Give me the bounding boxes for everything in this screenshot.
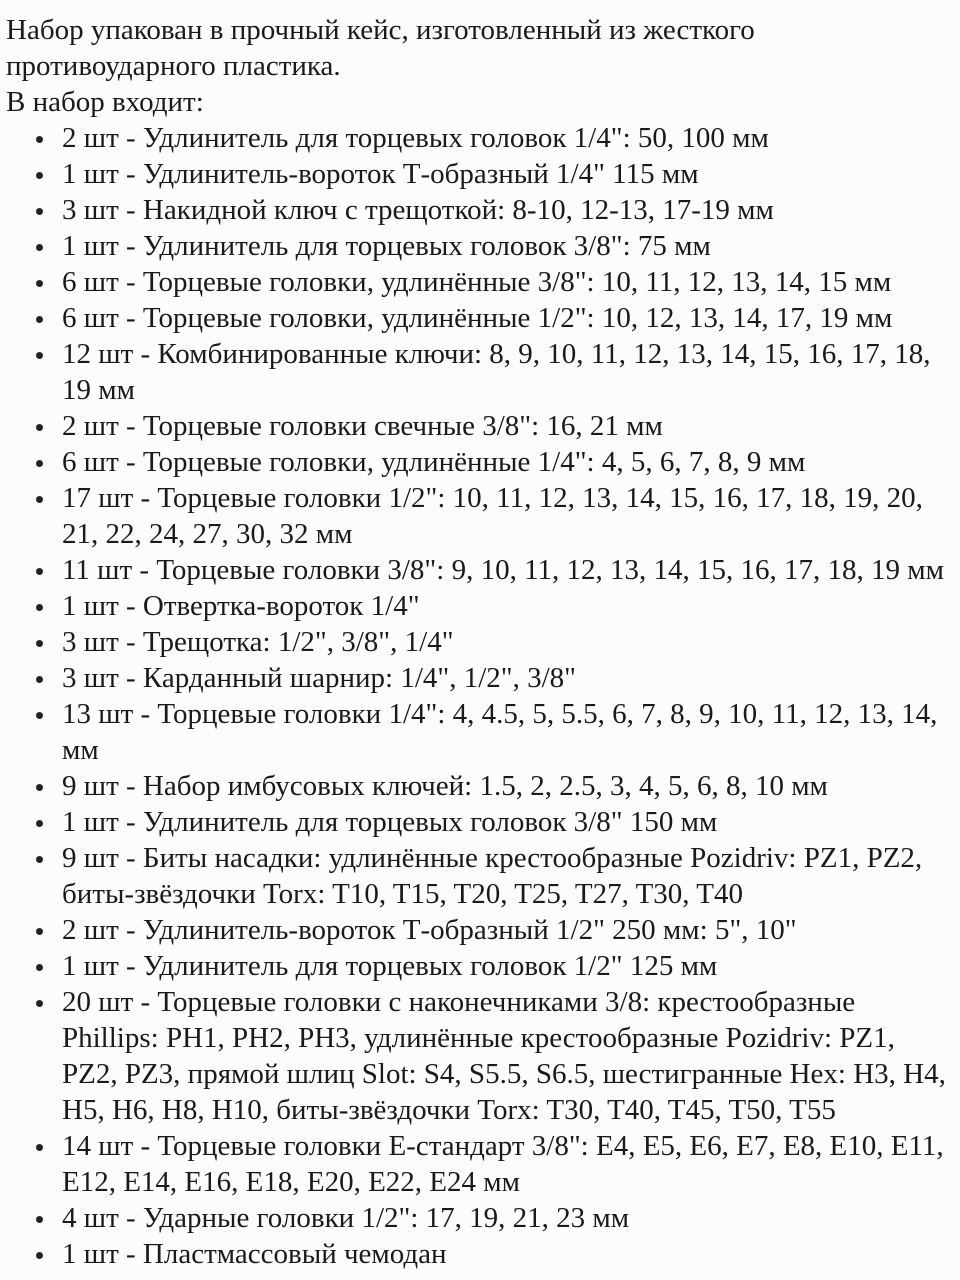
list-item: 13 шт - Торцевые головки 1/4": 4, 4.5, 5, 5.5, 6, 7, 8, 9, 10, 11, 12, 13, 14, мм (6, 696, 950, 768)
list-item: 9 шт - Биты насадки: удлинённые крестообразные Pozidriv: PZ1, PZ2, биты-звёздочки Torx: T10, T15, T20, T25, T27, T30, T40 (6, 840, 950, 912)
list-item: 1 шт - Удлинитель для торцевых головок 1/2" 125 мм (6, 948, 950, 984)
list-item: 3 шт - Накидной ключ с трещоткой: 8-10, 12-13, 17-19 мм (6, 192, 950, 228)
list-header: В набор входит: (6, 86, 204, 118)
list-item: 1 шт - Пластмассовый чемодан (6, 1236, 950, 1272)
list-item: 9 шт - Набор имбусовых ключей: 1.5, 2, 2.5, 3, 4, 5, 6, 8, 10 мм (6, 768, 950, 804)
contents-list (6, 120, 950, 1272)
list-item: 20 шт - Торцевые головки с наконечниками 3/8: крестообразные Phillips: PH1, PH2, PH3, удлинённые крестообразные Pozidriv: PZ1, PZ2, PZ3, прямой шлиц Slot: S4, S5.5, S6.5, шестигранные Hex: H3, H4, H5, H6, H8, H10, биты-звёздочки Torx: T30, T40, T45, T50, T55 (6, 984, 950, 1128)
list-item: 17 шт - Торцевые головки 1/2": 10, 11, 12, 13, 14, 15, 16, 17, 18, 19, 20, 21, 22, 24, 27, 30, 32 мм (6, 480, 950, 552)
list-item: 1 шт - Удлинитель для торцевых головок 3/8": 75 мм (6, 228, 950, 264)
list-item: 1 шт - Удлинитель-вороток Т-образный 1/4" 115 мм (6, 156, 950, 192)
list-item: 6 шт - Торцевые головки, удлинённые 3/8": 10, 11, 12, 13, 14, 15 мм (6, 264, 950, 300)
list-item: 2 шт - Торцевые головки свечные 3/8": 16, 21 мм (6, 408, 950, 444)
list-item: 6 шт - Торцевые головки, удлинённые 1/4": 4, 5, 6, 7, 8, 9 мм (6, 444, 950, 480)
list-item: 3 шт - Трещотка: 1/2", 3/8", 1/4" (6, 624, 950, 660)
list-item: 1 шт - Отвертка-вороток 1/4" (6, 588, 950, 624)
list-item: 14 шт - Торцевые головки Е-стандарт 3/8": E4, E5, E6, E7, E8, E10, E11, E12, E14, E16, E18, E20, E22, E24 мм (6, 1128, 950, 1200)
list-item: 12 шт - Комбинированные ключи: 8, 9, 10, 11, 12, 13, 14, 15, 16, 17, 18, 19 мм (6, 336, 950, 408)
list-item: 2 шт - Удлинитель-вороток Т-образный 1/2" 250 мм: 5", 10" (6, 912, 950, 948)
list-item: 11 шт - Торцевые головки 3/8": 9, 10, 11, 12, 13, 14, 15, 16, 17, 18, 19 мм (6, 552, 950, 588)
list-item: 6 шт - Торцевые головки, удлинённые 1/2": 10, 12, 13, 14, 17, 19 мм (6, 300, 950, 336)
list-item: 4 шт - Ударные головки 1/2": 17, 19, 21, 23 мм (6, 1200, 950, 1236)
list-item: 1 шт - Удлинитель для торцевых головок 3/8" 150 мм (6, 804, 950, 840)
list-item: 3 шт - Карданный шарнир: 1/4", 1/2", 3/8" (6, 660, 950, 696)
list-item: 2 шт - Удлинитель для торцевых головок 1/4": 50, 100 мм (6, 120, 950, 156)
intro-paragraph: Набор упакован в прочный кейс, изготовленный из жесткого противоударного пластика. (6, 14, 755, 82)
